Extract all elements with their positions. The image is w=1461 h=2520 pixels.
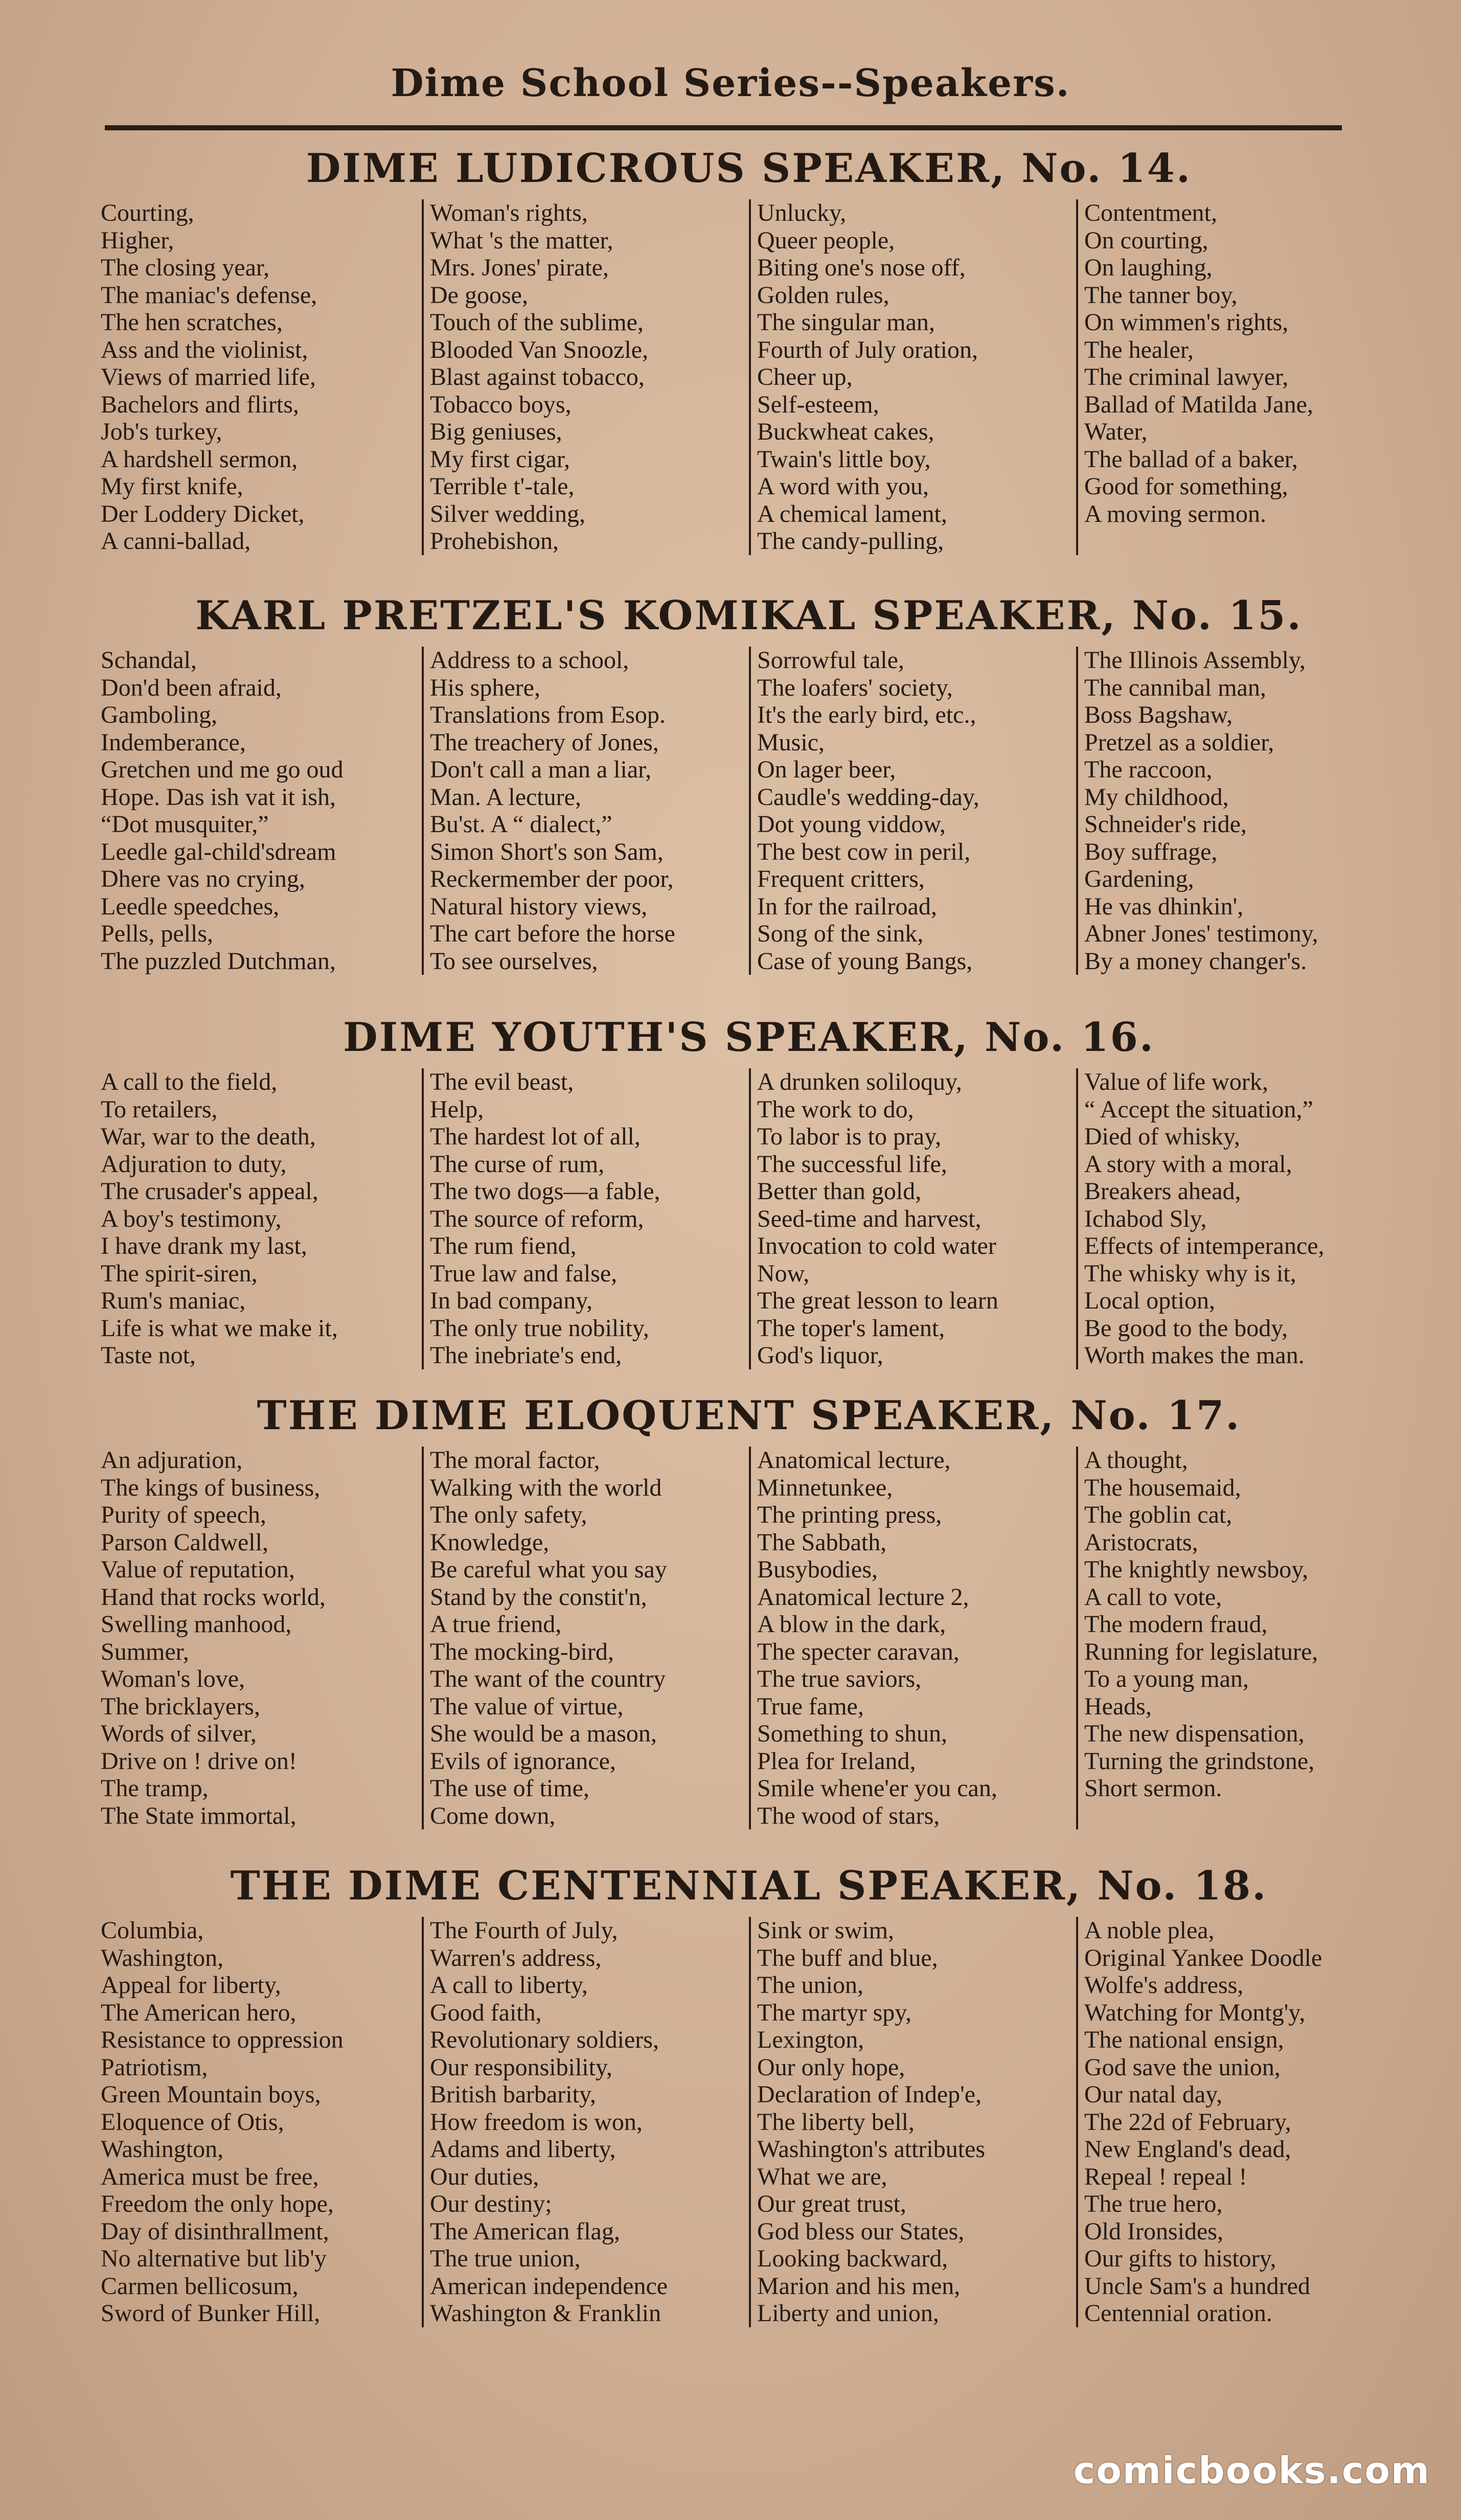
speech-title: Higher, bbox=[101, 226, 174, 254]
speech-title: Twain's little boy, bbox=[757, 445, 931, 473]
speech-title: Frequent critters, bbox=[757, 865, 925, 892]
speech-title: Cheer up, bbox=[757, 363, 853, 391]
title-column bbox=[1076, 1447, 1403, 1829]
speech-title: In for the railroad, bbox=[757, 892, 937, 920]
speech-title: The successful life, bbox=[757, 1150, 947, 1178]
speech-title: Golden rules, bbox=[757, 281, 889, 309]
speech-title: Looking backward, bbox=[757, 2245, 948, 2272]
speech-title: Abner Jones' testimony, bbox=[1084, 920, 1318, 947]
title-column bbox=[749, 1917, 1076, 2327]
speech-title: “Dot musquiter,” bbox=[101, 811, 269, 838]
speech-title: The hen scratches, bbox=[101, 309, 283, 336]
speech-title: Tobacco boys, bbox=[430, 391, 572, 418]
title-column bbox=[1076, 1068, 1403, 1369]
speech-title: My first knife, bbox=[101, 473, 243, 500]
speech-title: A chemical lament, bbox=[757, 500, 947, 528]
speech-title: Job's turkey, bbox=[101, 418, 222, 445]
speech-title: I have drank my last, bbox=[101, 1232, 307, 1259]
speech-title: Sink or swim, bbox=[757, 1917, 895, 1944]
speech-title: The candy-pulling, bbox=[757, 528, 944, 555]
speech-title: Patriotism, bbox=[101, 2053, 208, 2081]
speech-title: Buckwheat cakes, bbox=[757, 418, 934, 445]
speech-title: A boy's testimony, bbox=[101, 1205, 282, 1232]
speech-title: A thought, bbox=[1084, 1447, 1188, 1474]
speech-title: Gamboling, bbox=[101, 701, 217, 728]
speech-title: Silver wedding, bbox=[430, 500, 585, 528]
speech-title: Centennial oration. bbox=[1084, 2300, 1272, 2327]
speech-title: The Sabbath, bbox=[757, 1528, 887, 1556]
speech-title: Smile whene'er you can, bbox=[757, 1775, 997, 1802]
speech-title: Come down, bbox=[430, 1802, 556, 1829]
speech-title: Resistance to oppression bbox=[101, 2026, 344, 2053]
title-column bbox=[95, 647, 422, 975]
speech-title: Green Mountain boys, bbox=[101, 2081, 321, 2108]
speech-title: Mrs. Jones' pirate, bbox=[430, 254, 609, 281]
speech-title: Pretzel as a soldier, bbox=[1084, 728, 1274, 756]
speech-title: The tanner boy, bbox=[1084, 281, 1238, 309]
speech-title: The two dogs—a fable, bbox=[430, 1178, 660, 1205]
speech-title: Boy suffrage, bbox=[1084, 838, 1218, 865]
speech-title: Old Ironsides, bbox=[1084, 2217, 1223, 2245]
speech-title: Minnetunkee, bbox=[757, 1474, 893, 1501]
speech-title: God bless our States, bbox=[757, 2217, 965, 2245]
speech-title: The liberty bell, bbox=[757, 2108, 915, 2136]
speech-title: The moral factor, bbox=[430, 1447, 600, 1474]
speech-title: Blast against tobacco, bbox=[430, 363, 645, 391]
speech-title: Seed-time and harvest, bbox=[757, 1205, 981, 1232]
speech-title: Lexington, bbox=[757, 2026, 864, 2053]
speech-title: Marion and his men, bbox=[757, 2272, 961, 2300]
speech-title: Schandal, bbox=[101, 647, 197, 674]
speech-title: Big geniuses, bbox=[430, 418, 562, 445]
section-ludicrous-speaker bbox=[95, 138, 1403, 555]
speech-title: Turning the grindstone, bbox=[1084, 1747, 1315, 1775]
speech-title: Views of married life, bbox=[101, 363, 316, 391]
speech-title: A call to the field, bbox=[101, 1068, 278, 1095]
speech-title: A blow in the dark, bbox=[757, 1611, 946, 1638]
speech-title: The true saviors, bbox=[757, 1665, 922, 1692]
speech-title: The inebriate's end, bbox=[430, 1342, 622, 1369]
speech-title: The use of time, bbox=[430, 1775, 589, 1802]
title-column bbox=[1076, 647, 1403, 975]
speech-title: The want of the country bbox=[430, 1665, 666, 1692]
speech-title: Don'd been afraid, bbox=[101, 674, 282, 701]
speech-title: By a money changer's. bbox=[1084, 947, 1307, 975]
speech-title: War, war to the death, bbox=[101, 1123, 316, 1150]
speech-title: Good faith, bbox=[430, 1999, 542, 2026]
speech-title: Breakers ahead, bbox=[1084, 1178, 1241, 1205]
speech-title: The curse of rum, bbox=[430, 1150, 605, 1178]
speech-title: The best cow in peril, bbox=[757, 838, 971, 865]
speech-title: God save the union, bbox=[1084, 2053, 1281, 2081]
title-column bbox=[95, 199, 422, 555]
speech-title: A noble plea, bbox=[1084, 1917, 1215, 1944]
speech-title: American independence bbox=[430, 2272, 668, 2300]
speech-title: Washington's attributes bbox=[757, 2136, 986, 2163]
speech-title: The 22d of February, bbox=[1084, 2108, 1291, 2136]
speech-title: The spirit-siren, bbox=[101, 1259, 258, 1287]
speech-title: Blooded Van Snoozle, bbox=[430, 336, 649, 363]
speech-title: Dhere vas no crying, bbox=[101, 865, 305, 892]
speech-title: New England's dead, bbox=[1084, 2136, 1291, 2163]
speech-title: Aristocrats, bbox=[1084, 1528, 1198, 1556]
speech-title: The American hero, bbox=[101, 1999, 296, 2026]
speech-title: On courting, bbox=[1084, 226, 1208, 254]
speech-title: Don't call a man a liar, bbox=[430, 756, 652, 783]
speech-title: Value of reputation, bbox=[101, 1556, 295, 1583]
speech-title: Taste not, bbox=[101, 1342, 196, 1369]
speech-title: No alternative but lib'y bbox=[101, 2245, 327, 2272]
speech-title: Invocation to cold water bbox=[757, 1232, 996, 1259]
speech-title: On lager beer, bbox=[757, 756, 896, 783]
speech-title: What 's the matter, bbox=[430, 226, 613, 254]
speech-title: A moving sermon. bbox=[1084, 500, 1266, 528]
speech-title: British barbarity, bbox=[430, 2081, 596, 2108]
speech-title: The toper's lament, bbox=[757, 1314, 945, 1342]
speech-title: The cart before the horse bbox=[430, 920, 675, 947]
speech-title: The whisky why is it, bbox=[1084, 1259, 1296, 1287]
speech-title: Help, bbox=[430, 1095, 484, 1123]
speech-title: The only safety, bbox=[430, 1501, 587, 1528]
speech-title: Caudle's wedding-day, bbox=[757, 783, 979, 811]
speech-title: Carmen bellicosum, bbox=[101, 2272, 299, 2300]
speech-title: The work to do, bbox=[757, 1095, 914, 1123]
speech-title: Translations from Esop. bbox=[430, 701, 666, 728]
speech-title: Liberty and union, bbox=[757, 2300, 939, 2327]
speech-title: A true friend, bbox=[430, 1611, 562, 1638]
speech-title: A hardshell sermon, bbox=[101, 445, 298, 473]
speech-title: Stand by the constit'n, bbox=[430, 1583, 647, 1611]
speech-title: The true union, bbox=[430, 2245, 581, 2272]
title-columns bbox=[95, 1068, 1403, 1369]
speech-title: Washington, bbox=[101, 2136, 224, 2163]
speech-title: Sorrowful tale, bbox=[757, 647, 904, 674]
speech-title: A canni-ballad, bbox=[101, 528, 251, 555]
speech-title: An adjuration, bbox=[101, 1447, 243, 1474]
speech-title: God's liquor, bbox=[757, 1342, 883, 1369]
speech-title: Life is what we make it, bbox=[101, 1314, 338, 1342]
speech-title: The loafers' society, bbox=[757, 674, 953, 701]
title-columns bbox=[95, 1447, 1403, 1829]
speech-title: Warren's address, bbox=[430, 1944, 602, 1972]
section-eloquent-speaker bbox=[95, 1385, 1403, 1829]
speech-title: Anatomical lecture, bbox=[757, 1447, 951, 1474]
speech-title: The kings of business, bbox=[101, 1474, 321, 1501]
speech-title: Our great trust, bbox=[757, 2190, 906, 2217]
speech-title: The criminal lawyer, bbox=[1084, 363, 1289, 391]
title-columns bbox=[95, 1917, 1403, 2327]
speech-title: Better than gold, bbox=[757, 1178, 922, 1205]
speech-title: Our gifts to history, bbox=[1084, 2245, 1276, 2272]
speech-title: It's the early bird, etc., bbox=[757, 701, 976, 728]
speech-title: Original Yankee Doodle bbox=[1084, 1944, 1322, 1972]
speech-title: Our only hope, bbox=[757, 2053, 905, 2081]
speech-title: A word with you, bbox=[757, 473, 929, 500]
speech-title: Purity of speech, bbox=[101, 1501, 266, 1528]
speech-title: The bricklayers, bbox=[101, 1692, 260, 1720]
speech-title: The knightly newsboy, bbox=[1084, 1556, 1309, 1583]
speech-title: Summer, bbox=[101, 1638, 189, 1665]
header-rule bbox=[105, 125, 1342, 130]
title-column bbox=[422, 1068, 749, 1369]
speech-title: Rum's maniac, bbox=[101, 1287, 246, 1314]
title-column bbox=[749, 199, 1076, 555]
speech-title: Busybodies, bbox=[757, 1556, 878, 1583]
speech-title: Man. A lecture, bbox=[430, 783, 581, 811]
speech-title: Simon Short's son Sam, bbox=[430, 838, 664, 865]
speech-title: Swelling manhood, bbox=[101, 1611, 292, 1638]
speech-title: The goblin cat, bbox=[1084, 1501, 1232, 1528]
speech-title: Fourth of July oration, bbox=[757, 336, 978, 363]
speech-title: Be good to the body, bbox=[1084, 1314, 1288, 1342]
speech-title: Address to a school, bbox=[430, 647, 629, 674]
speech-title: A story with a moral, bbox=[1084, 1150, 1292, 1178]
speech-title: The crusader's appeal, bbox=[101, 1178, 318, 1205]
speech-title: The martyr spy, bbox=[757, 1999, 912, 2026]
title-column bbox=[422, 1917, 749, 2327]
title-column bbox=[749, 1068, 1076, 1369]
title-columns bbox=[95, 647, 1403, 975]
section-title: KARL PRETZEL'S KOMIKAL SPEAKER, No. 15. bbox=[195, 592, 1303, 639]
speech-title: Woman's love, bbox=[101, 1665, 245, 1692]
speech-title: Day of disinthrallment, bbox=[101, 2217, 329, 2245]
speech-title: The puzzled Dutchman, bbox=[101, 947, 336, 975]
speech-title: Ballad of Matilda Jane, bbox=[1084, 391, 1313, 418]
speech-title: The new dispensation, bbox=[1084, 1720, 1305, 1747]
speech-title: Leedle gal-child'sdream bbox=[101, 838, 336, 865]
speech-title: Words of silver, bbox=[101, 1720, 257, 1747]
speech-title: Eloquence of Otis, bbox=[101, 2108, 284, 2136]
title-column bbox=[422, 1447, 749, 1829]
speech-title: Gretchen und me go oud bbox=[101, 756, 344, 783]
speech-title: Uncle Sam's a hundred bbox=[1084, 2272, 1310, 2300]
speech-title: Our duties, bbox=[430, 2163, 539, 2190]
speech-title: Our responsibility, bbox=[430, 2053, 612, 2081]
speech-title: The modern fraud, bbox=[1084, 1611, 1268, 1638]
speech-title: Drive on ! drive on! bbox=[101, 1747, 297, 1775]
speech-title: Died of whisky, bbox=[1084, 1123, 1240, 1150]
speech-title: My childhood, bbox=[1084, 783, 1229, 811]
speech-title: On laughing, bbox=[1084, 254, 1213, 281]
title-column bbox=[1076, 1917, 1403, 2327]
speech-title: Pells, pells, bbox=[101, 920, 214, 947]
speech-title: Now, bbox=[757, 1259, 810, 1287]
speech-title: What we are, bbox=[757, 2163, 887, 2190]
speech-title: America must be free, bbox=[101, 2163, 319, 2190]
speech-title: Natural history views, bbox=[430, 892, 648, 920]
speech-title: Washington & Franklin bbox=[430, 2300, 661, 2327]
speech-title: Ass and the violinist, bbox=[101, 336, 308, 363]
speech-title: Repeal ! repeal ! bbox=[1084, 2163, 1247, 2190]
speech-title: Indemberance, bbox=[101, 728, 246, 756]
speech-title: Local option, bbox=[1084, 1287, 1215, 1314]
speech-title: The raccoon, bbox=[1084, 756, 1213, 783]
speech-title: He vas dhinkin', bbox=[1084, 892, 1244, 920]
speech-title: True fame, bbox=[757, 1692, 864, 1720]
speech-title: The ballad of a baker, bbox=[1084, 445, 1298, 473]
speech-title: The source of reform, bbox=[430, 1205, 644, 1232]
speech-title: She would be a mason, bbox=[430, 1720, 657, 1747]
speech-title: Bu'st. A “ dialect,” bbox=[430, 811, 612, 838]
speech-title: The tramp, bbox=[101, 1775, 209, 1802]
speech-title: Columbia, bbox=[101, 1917, 204, 1944]
watermark: comicbooks.com bbox=[1073, 2449, 1430, 2492]
speech-title: Hope. Das ish vat it ish, bbox=[101, 783, 336, 811]
speech-title: Gardening, bbox=[1084, 865, 1194, 892]
title-columns bbox=[95, 199, 1403, 555]
speech-title: The singular man, bbox=[757, 309, 935, 336]
speech-title: The buff and blue, bbox=[757, 1944, 938, 1972]
section-title: DIME LUDICROUS SPEAKER, No. 14. bbox=[306, 145, 1192, 192]
speech-title: Value of life work, bbox=[1084, 1068, 1268, 1095]
speech-title: Sword of Bunker Hill, bbox=[101, 2300, 321, 2327]
speech-title: Courting, bbox=[101, 199, 194, 226]
speech-title: The national ensign, bbox=[1084, 2026, 1284, 2053]
speech-title: To labor is to pray, bbox=[757, 1123, 942, 1150]
speech-title: Bachelors and flirts, bbox=[101, 391, 299, 418]
speech-title: De goose, bbox=[430, 281, 528, 309]
speech-title: Adams and liberty, bbox=[430, 2136, 616, 2163]
speech-title: “ Accept the situation,” bbox=[1084, 1095, 1313, 1123]
speech-title: Touch of the sublime, bbox=[430, 309, 644, 336]
title-column bbox=[749, 1447, 1076, 1829]
speech-title: Self-esteem, bbox=[757, 391, 879, 418]
speech-title: Our destiny; bbox=[430, 2190, 552, 2217]
speech-title: Freedom the only hope, bbox=[101, 2190, 334, 2217]
title-column bbox=[95, 1917, 422, 2327]
speech-title: The rum fiend, bbox=[430, 1232, 577, 1259]
speech-title: Be careful what you say bbox=[430, 1556, 667, 1583]
speech-title: To a young man, bbox=[1084, 1665, 1249, 1692]
speech-title: The American flag, bbox=[430, 2217, 620, 2245]
section-centennial-speaker bbox=[95, 1855, 1403, 2327]
speech-title: His sphere, bbox=[430, 674, 540, 701]
speech-title: The true hero, bbox=[1084, 2190, 1223, 2217]
section-youths-speaker bbox=[95, 1007, 1403, 1369]
speech-title: The wood of stars, bbox=[757, 1802, 940, 1829]
speech-title: Ichabod Sly, bbox=[1084, 1205, 1207, 1232]
speech-title: The mocking-bird, bbox=[430, 1638, 614, 1665]
speech-title: Walking with the world bbox=[430, 1474, 662, 1501]
speech-title: Adjuration to duty, bbox=[101, 1150, 287, 1178]
speech-title: The healer, bbox=[1084, 336, 1194, 363]
speech-title: Plea for Ireland, bbox=[757, 1747, 916, 1775]
speech-title: The evil beast, bbox=[430, 1068, 574, 1095]
speech-title: To see ourselves, bbox=[430, 947, 598, 975]
speech-title: The union, bbox=[757, 1972, 863, 1999]
section-title: THE DIME CENTENNIAL SPEAKER, No. 18. bbox=[230, 1863, 1268, 1909]
speech-title: On wimmen's rights, bbox=[1084, 309, 1289, 336]
speech-title: Our natal day, bbox=[1084, 2081, 1223, 2108]
speech-title: The treachery of Jones, bbox=[430, 728, 659, 756]
speech-title: My first cigar, bbox=[430, 445, 570, 473]
speech-title: The value of virtue, bbox=[430, 1692, 624, 1720]
speech-title: Running for legislature, bbox=[1084, 1638, 1318, 1665]
speech-title: Unlucky, bbox=[757, 199, 847, 226]
title-column bbox=[422, 647, 749, 975]
speech-title: The closing year, bbox=[101, 254, 269, 281]
speech-title: The Fourth of July, bbox=[430, 1917, 618, 1944]
speech-title: Case of young Bangs, bbox=[757, 947, 973, 975]
speech-title: A call to vote, bbox=[1084, 1583, 1222, 1611]
title-column bbox=[1076, 199, 1403, 555]
speech-title: Short sermon. bbox=[1084, 1775, 1222, 1802]
speech-title: Evils of ignorance, bbox=[430, 1747, 616, 1775]
title-column bbox=[95, 1447, 422, 1829]
speech-title: True law and false, bbox=[430, 1259, 618, 1287]
speech-title: Anatomical lecture 2, bbox=[757, 1583, 969, 1611]
speech-title: Reckermember der poor, bbox=[430, 865, 674, 892]
speech-title: Prohebishon, bbox=[430, 528, 559, 555]
speech-title: Leedle speedches, bbox=[101, 892, 280, 920]
speech-title: Song of the sink, bbox=[757, 920, 924, 947]
speech-title: Boss Bagshaw, bbox=[1084, 701, 1233, 728]
speech-title: Revolutionary soldiers, bbox=[430, 2026, 659, 2053]
speech-title: Appeal for liberty, bbox=[101, 1972, 281, 1999]
speech-title: Wolfe's address, bbox=[1084, 1972, 1244, 1999]
speech-title: Worth makes the man. bbox=[1084, 1342, 1305, 1369]
speech-title: The State immortal, bbox=[101, 1802, 296, 1829]
speech-title: How freedom is won, bbox=[430, 2108, 643, 2136]
speech-title: The hardest lot of all, bbox=[430, 1123, 641, 1150]
speech-title: Terrible t'-tale, bbox=[430, 473, 575, 500]
speech-title: Dot young viddow, bbox=[757, 811, 946, 838]
speech-title: Water, bbox=[1084, 418, 1148, 445]
speech-title: Woman's rights, bbox=[430, 199, 588, 226]
speech-title: In bad company, bbox=[430, 1287, 593, 1314]
speech-title: Contentment, bbox=[1084, 199, 1217, 226]
speech-title: Washington, bbox=[101, 1944, 224, 1972]
section-title: THE DIME ELOQUENT SPEAKER, No. 17. bbox=[257, 1392, 1241, 1439]
speech-title: Something to shun, bbox=[757, 1720, 948, 1747]
speech-title: The printing press, bbox=[757, 1501, 942, 1528]
title-column bbox=[749, 647, 1076, 975]
speech-title: A call to liberty, bbox=[430, 1972, 588, 1999]
speech-title: Hand that rocks world, bbox=[101, 1583, 326, 1611]
speech-title: To retailers, bbox=[101, 1095, 218, 1123]
page-header-title: Dime School Series--Speakers. bbox=[391, 61, 1070, 105]
section-title: DIME YOUTH'S SPEAKER, No. 16. bbox=[343, 1014, 1155, 1061]
speech-title: Knowledge, bbox=[430, 1528, 550, 1556]
speech-title: The Illinois Assembly, bbox=[1084, 647, 1306, 674]
speech-title: Heads, bbox=[1084, 1692, 1152, 1720]
speech-title: The specter caravan, bbox=[757, 1638, 960, 1665]
speech-title: The great lesson to learn bbox=[757, 1287, 998, 1314]
speech-title: Schneider's ride, bbox=[1084, 811, 1247, 838]
speech-title: Declaration of Indep'e, bbox=[757, 2081, 982, 2108]
speech-title: Der Loddery Dicket, bbox=[101, 500, 305, 528]
speech-title: The only true nobility, bbox=[430, 1314, 649, 1342]
title-column bbox=[95, 1068, 422, 1369]
section-komikal-speaker bbox=[95, 585, 1403, 975]
speech-title: The maniac's defense, bbox=[101, 281, 317, 309]
speech-title: Queer people, bbox=[757, 226, 895, 254]
speech-title: Effects of intemperance, bbox=[1084, 1232, 1325, 1259]
speech-title: A drunken soliloquy, bbox=[757, 1068, 962, 1095]
speech-title: Music, bbox=[757, 728, 825, 756]
speech-title: Watching for Montg'y, bbox=[1084, 1999, 1306, 2026]
speech-title: Parson Caldwell, bbox=[101, 1528, 268, 1556]
speech-title: Biting one's nose off, bbox=[757, 254, 966, 281]
speech-title: The housemaid, bbox=[1084, 1474, 1241, 1501]
title-column bbox=[422, 199, 749, 555]
speech-title: The cannibal man, bbox=[1084, 674, 1266, 701]
speech-title: Good for something, bbox=[1084, 473, 1288, 500]
